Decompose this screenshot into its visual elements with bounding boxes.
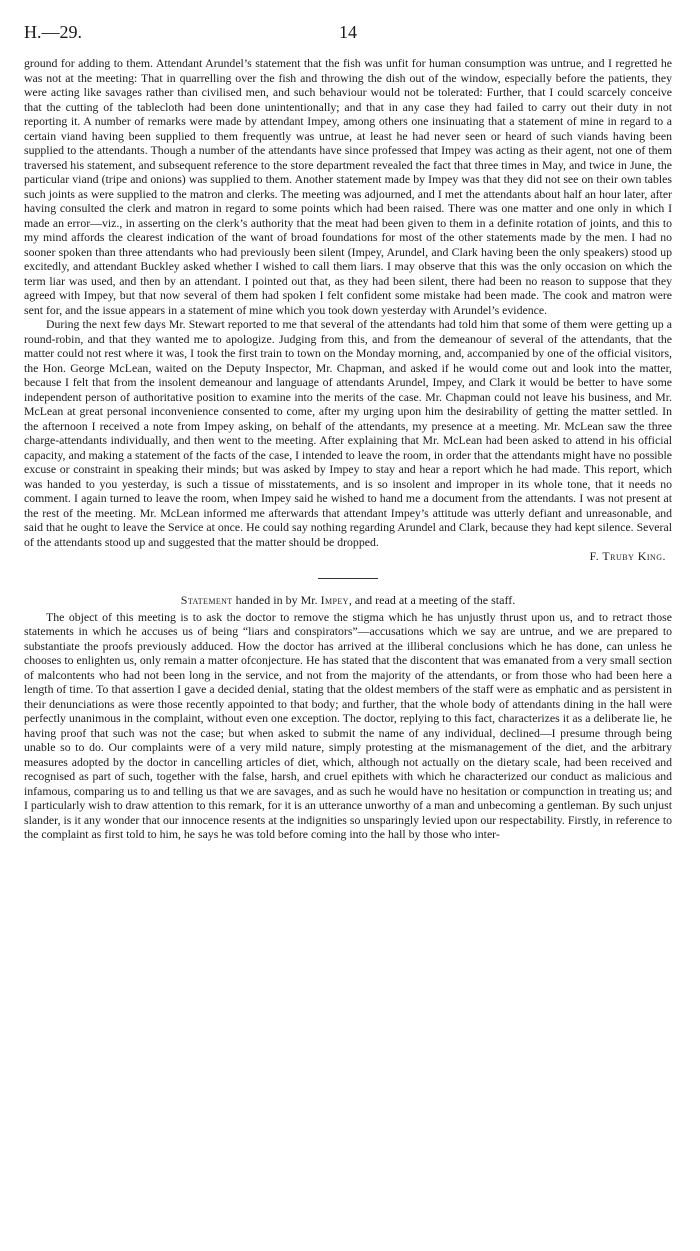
body-paragraph-2: During the next few days Mr. Stewart reported to me that several of the attendants had told him that some of them were getting up a round-robin, and that they wanted me to apologize. Judging from this, and from the demeanour of several of the attendants, that the matter could not rest where it was, I took the first train to town on the Monday morning, and, accompanied by one of the official visitors, the Hon. George McLean, waited on the Deputy Inspector, Mr. Chapman, and asked if he would come out and look into the matter, because I felt that from the insolent demeanour and language of attendants Arundel, Impey, and Clark it would be better to have some independent person of authoritative position to examine into the merits of the case. Mr. Chapman could not leave his business, and Mr. McLean at great personal inconvenience consented to come, after my urging upon him the desirability of getting the matter settled. In the afternoon I received a note from Impey asking, on behalf of the attendants, my presence at a meeting. Mr. McLean saw the three charge-attendants individually, and then went to the meeting. After explaining that Mr. McLean had been asked to attend in his official capacity, and making a statement of the facts of the case, I intended to leave the room, in order that the attendants might have no possible excuse or constraint in speaking their minds; but was asked by Impey to stay and hear a report which he had made. This report, which was handed to you yesterday, is such a tissue of misstatements, and is so insolent and improper in its whole tone, that it needs no comment. I again turned to leave the room, when Impey said he wished to hand me a document from the attendants. I was not present at the rest of the meeting. Mr. McLean informed me afterwards that attendant Impey’s attitude was utterly defiant and unreasonable, and said that he ought to leave the Service at once. He could say nothing regarding Arundel and Clark, because they had kept silence. Several of the attendants stood up and suggested that the matter should be dropped. [24, 317, 672, 549]
page-number: 14 [339, 22, 357, 42]
statement-heading [24, 593, 672, 608]
signature-name: F. Truby King. [589, 549, 666, 563]
statement-paragraph-1: The object of this meeting is to ask the doctor to remove the stigma which he has unjustly thrust upon us, and to retract those statements in which he accuses us of being “liars and conspirators”—accusations which we say are untrue, and we are prepared to substantiate the proofs previously adduced. How the doctor has arrived at the illiberal conclusions which he has done, can unless he chooses to enlighten us, only remain a matter ofconjecture. He has stated that the discontent that was emanated from a very small section of malcontents who had not been long in the service, and not from the majority of the attendants, or from those who had been here a length of time. To that assertion I gave a decided denial, stating that the oldest members of the staff were as emphatic and as persistent in their denunciations as were those recently appointed to that body; and further, that the whole body of attendants dining in the hall were perfectly unanimous in the complaint, without even one exception. The doctor, replying to this fact, characterizes it as a deliberate lie, he having proof that such was not the case; but when asked to submit the name of any individual, declined—I presume through being unable so to do. Our complaints were of a very mild nature, simply protesting at the mismanagement of the diet, and the arbitrary measures adopted by the doctor in cancelling articles of diet, which, although not actually on the dietary scale, had been received and recognised as part of such, together with the false, harsh, and cruel epithets with which he characterized our conduct as malicious and infamous, comparing us to and telling us that we are savages, and as such he would have no hesitation or compunction in treating us; and I particularly wish to draw attention to this remark, for it is an utterance unworthy of a man and unbecoming a gentleman. By such unjust slander, is it any wonder that our innocence resents at the indignities so unsparingly levied upon our respectability. Firstly, in reference to the complaint as first told to him, he says he was told before coming into the hall by those who inter- [24, 609, 673, 841]
statement-heading-name: Impey [320, 592, 349, 607]
document-page [24, 22, 672, 842]
signature [24, 549, 672, 564]
page-header [24, 22, 672, 56]
statement-heading-end: , and read at a meeting of the staff. [348, 592, 516, 607]
statement-heading-label: Statement [180, 592, 233, 607]
section-divider [318, 578, 378, 579]
body-paragraph-1: ground for adding to them. Attendant Arundel’s statement that the fish was unfit for human consumption was untrue, and I regretted he was not at the meeting: That in quarrelling over the fish and throwing the dish out of the window, especially before the patients, they were acting like savages rather than civilised men, and such behaviour would not be tolerated: Further, that I could scarcely conceive that the cutting of the tablecloth had been done unintentionally; and that in any case they had failed to carry out their duty in not reporting it. A number of remarks were made by attendant Impey, among others one insinuating that a statement of mine in regard to a certain viand having been supplied to them frequently was untrue, at least he had never seen or heard of such viands having been supplied to the attendants. Though a number of the attendants have since professed that Impey was acting as their agent, not one of them traversed his statement, and subsequent reference to the store department revealed the fact that three times in May, and twice in June, the particular viand (tripe and onions) was supplied to them. Another statement made by Impey was that they did not see on their own tables such joints as were supplied to the matron and clerks. The meeting was adjourned, and I met the attendants about half an hour later, after having consulted the clerk and matron in regard to some points which had been raised. There was one matter and one only in which I made an error—viz., in asserting on the clerk’s authority that the meat had been given to them in a definite rotation of joints, and this to my mind affords the clearest indication of the want of broad foundations for most of the other statements made by the men. I had no sooner spoken than three attendants who had previously been silent (Impey, Arundel, and Clark having been the only speakers) stood up excitedly, and attendant Buckley asked whether I wished to call them liars. I may observe that this was the only occasion on which the term liar was used, and then by an attendant. I pointed out that, as they had been silent, there had been no reason to suppose that they agreed with Impey, but that now several of them had spoken I felt confident some mistake had been made. The cook and matron were sent for, and the issue appears in a statement of mine which you took down yesterday with Arundel’s evidence. [24, 56, 672, 317]
report-reference: H.—29. [24, 22, 82, 42]
statement-heading-middle: handed in by Mr. [232, 592, 321, 607]
